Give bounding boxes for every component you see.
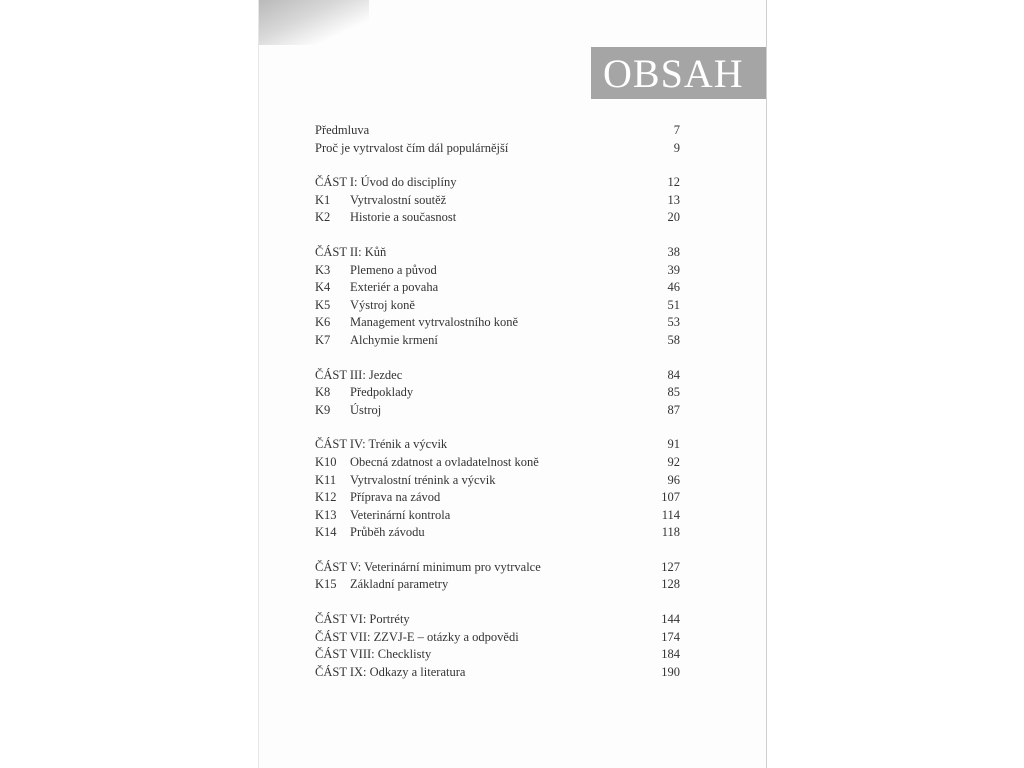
entry-title: Ústroj xyxy=(350,402,382,417)
toc-group xyxy=(315,611,680,681)
entry-title: Veterinární kontrola xyxy=(350,507,451,522)
toc-chapter-entry xyxy=(315,314,680,332)
chapter-number: K4 xyxy=(315,280,331,295)
toc-group xyxy=(315,436,680,542)
table-of-contents xyxy=(315,122,680,698)
entry-title: ČÁST VIII: Checklisty xyxy=(315,647,432,662)
toc-part-entry xyxy=(315,174,680,192)
page-number: 128 xyxy=(661,577,680,592)
toc-group xyxy=(315,174,680,227)
entry-title: Předpoklady xyxy=(350,385,414,400)
toc-chapter-entry xyxy=(315,454,680,472)
entry-title: ČÁST V: Veterinární minimum pro vytrvalce xyxy=(315,559,541,574)
toc-chapter-entry xyxy=(315,384,680,402)
page-number: 96 xyxy=(667,472,680,487)
toc-group xyxy=(315,367,680,420)
toc-part-entry xyxy=(315,646,680,664)
page-number: 38 xyxy=(667,244,680,259)
page-number: 9 xyxy=(673,140,680,155)
chapter-number: K10 xyxy=(315,454,337,469)
toc-chapter-entry xyxy=(315,262,680,280)
entry-title: Vytrvalostní trénink a výcvik xyxy=(350,472,496,487)
entry-title: Příprava na závod xyxy=(350,490,441,505)
page-number: 118 xyxy=(661,525,680,540)
toc-part-entry xyxy=(315,629,680,647)
chapter-number: K6 xyxy=(315,315,331,330)
toc-part-entry xyxy=(315,244,680,262)
chapter-number: K5 xyxy=(315,297,331,312)
toc-chapter-entry xyxy=(315,297,680,315)
title-box xyxy=(591,47,766,99)
chapter-number: K8 xyxy=(315,385,331,400)
entry-title: ČÁST VII: ZZVJ-E – otázky a odpovědi xyxy=(315,629,519,644)
toc-chapter-entry xyxy=(315,332,680,350)
toc-part-entry xyxy=(315,559,680,577)
toc-group xyxy=(315,559,680,594)
entry-title: ČÁST VI: Portréty xyxy=(315,612,410,627)
toc-chapter-entry xyxy=(315,576,680,594)
entry-title: ČÁST IX: Odkazy a literatura xyxy=(315,664,466,679)
page-number: 91 xyxy=(667,437,680,452)
page-corner-shadow xyxy=(259,0,369,45)
entry-title: Exteriér a povaha xyxy=(350,280,439,295)
toc-chapter-entry xyxy=(315,402,680,420)
page-number: 53 xyxy=(667,315,680,330)
entry-title: Management vytrvalostního koně xyxy=(350,315,519,330)
entry-title: Proč je vytrvalost čím dál populárnější xyxy=(315,140,509,155)
entry-title: Plemeno a původ xyxy=(350,262,437,277)
toc-part-entry xyxy=(315,611,680,629)
toc-chapter-entry xyxy=(315,524,680,542)
entry-title: Základní parametry xyxy=(350,577,449,592)
chapter-number: K9 xyxy=(315,402,331,417)
toc-chapter-entry xyxy=(315,192,680,210)
page-title: OBSAH xyxy=(603,51,744,96)
page-number: 12 xyxy=(667,175,680,190)
chapter-number: K11 xyxy=(315,472,337,487)
entry-title: Výstroj koně xyxy=(350,297,415,312)
toc-group xyxy=(315,244,680,350)
page-number: 87 xyxy=(667,402,680,417)
entry-title: Historie a současnost xyxy=(350,210,457,225)
entry-title: Předmluva xyxy=(315,123,370,137)
page-number: 85 xyxy=(667,385,680,400)
chapter-number: K2 xyxy=(315,210,331,225)
entry-title: Průběh závodu xyxy=(350,525,425,540)
chapter-number: K3 xyxy=(315,262,331,277)
toc-part-entry xyxy=(315,664,680,682)
page-number: 39 xyxy=(667,262,680,277)
entry-title: ČÁST IV: Trénik a výcvik xyxy=(315,437,448,452)
toc-chapter-entry xyxy=(315,472,680,490)
page-number: 20 xyxy=(667,210,680,225)
toc-chapter-entry xyxy=(315,279,680,297)
page-number: 13 xyxy=(667,192,680,207)
toc-part-entry xyxy=(315,140,680,158)
page-number: 51 xyxy=(667,297,680,312)
page-number: 46 xyxy=(667,280,680,295)
entry-title: ČÁST II: Kůň xyxy=(315,244,387,259)
toc-chapter-entry xyxy=(315,507,680,525)
toc-group xyxy=(315,122,680,157)
toc-part-entry xyxy=(315,367,680,385)
toc-part-entry xyxy=(315,436,680,454)
chapter-number: K14 xyxy=(315,525,337,540)
chapter-number: K13 xyxy=(315,507,337,522)
page-number: 174 xyxy=(661,629,680,644)
page-number: 7 xyxy=(673,123,680,137)
book-page xyxy=(258,0,767,768)
toc-chapter-entry xyxy=(315,209,680,227)
page-number: 144 xyxy=(661,612,680,627)
page-number: 127 xyxy=(661,559,680,574)
entry-title: Vytrvalostní soutěž xyxy=(350,192,447,207)
chapter-number: K7 xyxy=(315,332,331,347)
toc-part-entry xyxy=(315,122,680,140)
entry-title: Obecná zdatnost a ovladatelnost koně xyxy=(350,454,539,469)
page-number: 114 xyxy=(661,507,680,522)
page-number: 58 xyxy=(667,332,680,347)
entry-title: ČÁST III: Jezdec xyxy=(315,367,403,382)
entry-title: Alchymie krmení xyxy=(350,332,438,347)
entry-title: ČÁST I: Úvod do disciplíny xyxy=(315,175,457,190)
chapter-number: K1 xyxy=(315,192,331,207)
page-number: 184 xyxy=(661,647,680,662)
toc-chapter-entry xyxy=(315,489,680,507)
page-number: 84 xyxy=(667,367,680,382)
page-number: 190 xyxy=(661,664,680,679)
page-number: 92 xyxy=(667,454,680,469)
page-number: 107 xyxy=(661,490,680,505)
chapter-number: K15 xyxy=(315,577,337,592)
chapter-number: K12 xyxy=(315,490,337,505)
